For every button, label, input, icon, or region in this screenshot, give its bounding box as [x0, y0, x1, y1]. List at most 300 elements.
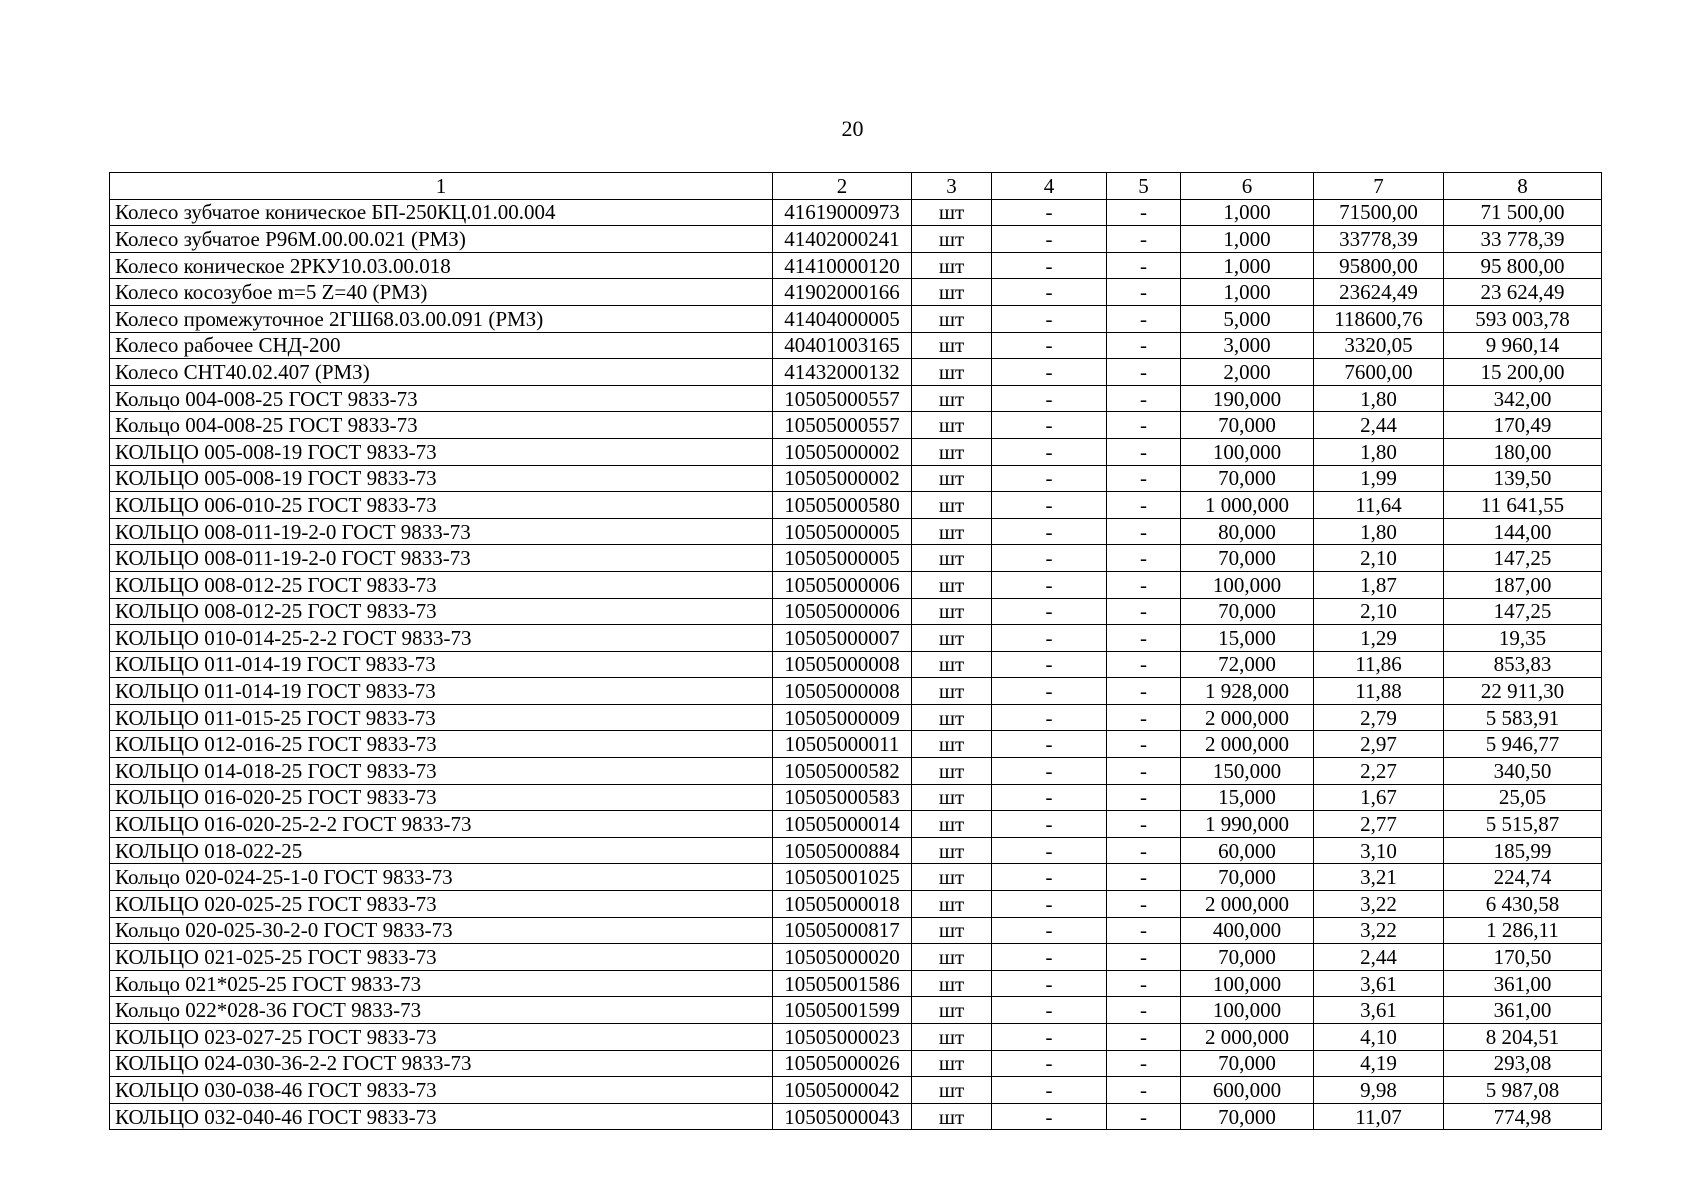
table-row	[110, 545, 1602, 572]
cell-unit-price: 1,67	[1314, 784, 1444, 811]
cell-item-name: КОЛЬЦО 016-020-25-2-2 ГОСТ 9833-73	[110, 811, 773, 838]
cell-col-4: -	[992, 864, 1107, 891]
cell-unit-price: 2,97	[1314, 731, 1444, 758]
cell-item-name: Колесо СНТ40.02.407 (РМЗ)	[110, 359, 773, 386]
cell-quantity: 70,000	[1181, 545, 1314, 572]
cell-col-4: -	[992, 598, 1107, 625]
table-row	[110, 518, 1602, 545]
cell-total-amount: 147,25	[1444, 545, 1602, 572]
cell-total-amount: 19,35	[1444, 625, 1602, 652]
cell-col-5: -	[1107, 784, 1181, 811]
cell-total-amount: 33 778,39	[1444, 226, 1602, 253]
cell-col-5: -	[1107, 997, 1181, 1024]
cell-item-name: Кольцо 020-024-25-1-0 ГОСТ 9833-73	[110, 864, 773, 891]
cell-col-4: -	[992, 837, 1107, 864]
table-row	[110, 970, 1602, 997]
header-row	[110, 173, 1602, 200]
cell-item-name: КОЛЬЦО 012-016-25 ГОСТ 9833-73	[110, 731, 773, 758]
cell-unit: шт	[912, 332, 992, 359]
cell-item-name: Колесо зубчатое коническое БП-250КЦ.01.00.004	[110, 199, 773, 226]
cell-total-amount: 224,74	[1444, 864, 1602, 891]
cell-quantity: 190,000	[1181, 385, 1314, 412]
cell-total-amount: 11 641,55	[1444, 492, 1602, 519]
cell-unit: шт	[912, 571, 992, 598]
cell-item-name: Кольцо 020-025-30-2-0 ГОСТ 9833-73	[110, 917, 773, 944]
cell-unit-price: 2,10	[1314, 545, 1444, 572]
cell-col-4: -	[992, 651, 1107, 678]
cell-quantity: 2 000,000	[1181, 704, 1314, 731]
cell-unit-price: 11,86	[1314, 651, 1444, 678]
cell-unit-price: 71500,00	[1314, 199, 1444, 226]
cell-item-code: 10505001586	[773, 970, 912, 997]
cell-total-amount: 774,98	[1444, 1103, 1602, 1130]
cell-total-amount: 5 515,87	[1444, 811, 1602, 838]
cell-col-4: -	[992, 359, 1107, 386]
cell-col-4: -	[992, 545, 1107, 572]
cell-col-5: -	[1107, 651, 1181, 678]
cell-item-name: Колесо зубчатое Р96М.00.00.021 (РМЗ)	[110, 226, 773, 253]
cell-quantity: 400,000	[1181, 917, 1314, 944]
cell-unit-price: 3,22	[1314, 917, 1444, 944]
table-row	[110, 731, 1602, 758]
cell-quantity: 70,000	[1181, 944, 1314, 971]
cell-unit: шт	[912, 837, 992, 864]
cell-col-4: -	[992, 465, 1107, 492]
cell-col-4: -	[992, 199, 1107, 226]
cell-unit: шт	[912, 598, 992, 625]
cell-unit-price: 11,07	[1314, 1103, 1444, 1130]
table-row	[110, 571, 1602, 598]
cell-item-name: Колесо промежуточное 2ГШ68.03.00.091 (РМЗ)	[110, 305, 773, 332]
cell-quantity: 600,000	[1181, 1077, 1314, 1104]
cell-col-4: -	[992, 811, 1107, 838]
cell-total-amount: 5 583,91	[1444, 704, 1602, 731]
cell-item-code: 10505000008	[773, 651, 912, 678]
cell-total-amount: 853,83	[1444, 651, 1602, 678]
cell-col-4: -	[992, 412, 1107, 439]
cell-total-amount: 147,25	[1444, 598, 1602, 625]
cell-item-code: 10505000005	[773, 545, 912, 572]
cell-unit: шт	[912, 891, 992, 918]
table-row	[110, 332, 1602, 359]
cell-item-name: КОЛЬЦО 005-008-19 ГОСТ 9833-73	[110, 438, 773, 465]
cell-col-4: -	[992, 997, 1107, 1024]
cell-item-code: 10505000009	[773, 704, 912, 731]
cell-col-4: -	[992, 625, 1107, 652]
table-row	[110, 226, 1602, 253]
cell-item-name: КОЛЬЦО 016-020-25 ГОСТ 9833-73	[110, 784, 773, 811]
table-row	[110, 625, 1602, 652]
cell-unit-price: 1,87	[1314, 571, 1444, 598]
cell-col-4: -	[992, 678, 1107, 705]
cell-unit-price: 2,44	[1314, 944, 1444, 971]
cell-unit-price: 3,21	[1314, 864, 1444, 891]
cell-unit-price: 95800,00	[1314, 252, 1444, 279]
cell-item-code: 10505000006	[773, 598, 912, 625]
cell-item-name: Кольцо 021*025-25 ГОСТ 9833-73	[110, 970, 773, 997]
cell-col-5: -	[1107, 678, 1181, 705]
cell-item-code: 10505000557	[773, 385, 912, 412]
table-row	[110, 1077, 1602, 1104]
cell-unit: шт	[912, 1077, 992, 1104]
cell-unit: шт	[912, 226, 992, 253]
column-header-1: 1	[110, 173, 773, 200]
column-header-6: 6	[1181, 173, 1314, 200]
cell-total-amount: 5 946,77	[1444, 731, 1602, 758]
cell-unit: шт	[912, 492, 992, 519]
cell-total-amount: 139,50	[1444, 465, 1602, 492]
cell-total-amount: 593 003,78	[1444, 305, 1602, 332]
cell-total-amount: 6 430,58	[1444, 891, 1602, 918]
cell-unit: шт	[912, 997, 992, 1024]
cell-total-amount: 361,00	[1444, 970, 1602, 997]
cell-item-name: Колесо коническое 2РКУ10.03.00.018	[110, 252, 773, 279]
table-row	[110, 784, 1602, 811]
table-row	[110, 1024, 1602, 1051]
cell-quantity: 1 928,000	[1181, 678, 1314, 705]
cell-quantity: 1,000	[1181, 199, 1314, 226]
cell-col-4: -	[992, 1050, 1107, 1077]
table-row	[110, 492, 1602, 519]
cell-col-4: -	[992, 226, 1107, 253]
cell-item-code: 10505000023	[773, 1024, 912, 1051]
cell-col-5: -	[1107, 1050, 1181, 1077]
cell-unit-price: 1,80	[1314, 385, 1444, 412]
table-row	[110, 598, 1602, 625]
cell-col-5: -	[1107, 944, 1181, 971]
cell-unit: шт	[912, 784, 992, 811]
cell-total-amount: 8 204,51	[1444, 1024, 1602, 1051]
cell-total-amount: 185,99	[1444, 837, 1602, 864]
cell-quantity: 1 990,000	[1181, 811, 1314, 838]
cell-col-5: -	[1107, 837, 1181, 864]
cell-item-name: КОЛЬЦО 008-011-19-2-0 ГОСТ 9833-73	[110, 545, 773, 572]
cell-item-code: 10505000011	[773, 731, 912, 758]
cell-col-5: -	[1107, 970, 1181, 997]
cell-item-name: Кольцо 022*028-36 ГОСТ 9833-73	[110, 997, 773, 1024]
cell-item-name: КОЛЬЦО 014-018-25 ГОСТ 9833-73	[110, 758, 773, 785]
cell-col-5: -	[1107, 279, 1181, 306]
table-row	[110, 944, 1602, 971]
cell-item-code: 10505000008	[773, 678, 912, 705]
cell-unit: шт	[912, 252, 992, 279]
cell-quantity: 15,000	[1181, 784, 1314, 811]
cell-total-amount: 9 960,14	[1444, 332, 1602, 359]
cell-total-amount: 187,00	[1444, 571, 1602, 598]
cell-quantity: 2 000,000	[1181, 731, 1314, 758]
cell-unit-price: 33778,39	[1314, 226, 1444, 253]
cell-item-name: КОЛЬЦО 020-025-25 ГОСТ 9833-73	[110, 891, 773, 918]
cell-unit-price: 4,10	[1314, 1024, 1444, 1051]
table-row	[110, 305, 1602, 332]
cell-unit-price: 1,80	[1314, 438, 1444, 465]
cell-unit: шт	[912, 518, 992, 545]
cell-unit-price: 3320,05	[1314, 332, 1444, 359]
cell-unit: шт	[912, 385, 992, 412]
cell-quantity: 1 000,000	[1181, 492, 1314, 519]
cell-col-5: -	[1107, 1024, 1181, 1051]
cell-unit-price: 1,99	[1314, 465, 1444, 492]
cell-quantity: 70,000	[1181, 1050, 1314, 1077]
cell-unit: шт	[912, 1103, 992, 1130]
cell-item-name: КОЛЬЦО 021-025-25 ГОСТ 9833-73	[110, 944, 773, 971]
cell-quantity: 1,000	[1181, 226, 1314, 253]
cell-col-5: -	[1107, 226, 1181, 253]
cell-unit-price: 1,29	[1314, 625, 1444, 652]
cell-col-5: -	[1107, 465, 1181, 492]
cell-unit-price: 9,98	[1314, 1077, 1444, 1104]
cell-quantity: 80,000	[1181, 518, 1314, 545]
cell-col-5: -	[1107, 811, 1181, 838]
cell-unit: шт	[912, 864, 992, 891]
table-row	[110, 199, 1602, 226]
table-row	[110, 252, 1602, 279]
cell-col-5: -	[1107, 758, 1181, 785]
cell-quantity: 5,000	[1181, 305, 1314, 332]
table-row	[110, 997, 1602, 1024]
cell-item-code: 41404000005	[773, 305, 912, 332]
cell-col-4: -	[992, 784, 1107, 811]
cell-col-5: -	[1107, 492, 1181, 519]
cell-total-amount: 170,49	[1444, 412, 1602, 439]
cell-unit: шт	[912, 704, 992, 731]
cell-col-4: -	[992, 518, 1107, 545]
cell-item-name: КОЛЬЦО 032-040-46 ГОСТ 9833-73	[110, 1103, 773, 1130]
cell-total-amount: 95 800,00	[1444, 252, 1602, 279]
cell-total-amount: 144,00	[1444, 518, 1602, 545]
page-number: 20	[841, 116, 864, 141]
cell-total-amount: 180,00	[1444, 438, 1602, 465]
cell-quantity: 2 000,000	[1181, 891, 1314, 918]
cell-col-5: -	[1107, 598, 1181, 625]
cell-item-name: КОЛЬЦО 006-010-25 ГОСТ 9833-73	[110, 492, 773, 519]
cell-quantity: 15,000	[1181, 625, 1314, 652]
cell-quantity: 2 000,000	[1181, 1024, 1314, 1051]
table-row	[110, 811, 1602, 838]
cell-item-code: 10505000580	[773, 492, 912, 519]
cell-unit: шт	[912, 438, 992, 465]
cell-col-5: -	[1107, 891, 1181, 918]
cell-unit-price: 2,27	[1314, 758, 1444, 785]
table-row	[110, 1050, 1602, 1077]
cell-col-4: -	[992, 571, 1107, 598]
table-row	[110, 385, 1602, 412]
column-header-2: 2	[773, 173, 912, 200]
cell-col-5: -	[1107, 438, 1181, 465]
table-row	[110, 359, 1602, 386]
cell-total-amount: 342,00	[1444, 385, 1602, 412]
cell-item-name: Кольцо 004-008-25 ГОСТ 9833-73	[110, 412, 773, 439]
cell-col-4: -	[992, 1103, 1107, 1130]
cell-unit-price: 3,61	[1314, 970, 1444, 997]
cell-total-amount: 23 624,49	[1444, 279, 1602, 306]
cell-quantity: 100,000	[1181, 997, 1314, 1024]
cell-col-5: -	[1107, 1077, 1181, 1104]
column-header-8: 8	[1444, 173, 1602, 200]
cell-unit-price: 2,79	[1314, 704, 1444, 731]
cell-unit: шт	[912, 1024, 992, 1051]
cell-col-4: -	[992, 731, 1107, 758]
cell-quantity: 70,000	[1181, 864, 1314, 891]
cell-unit-price: 2,10	[1314, 598, 1444, 625]
cell-unit: шт	[912, 758, 992, 785]
cell-quantity: 100,000	[1181, 571, 1314, 598]
cell-quantity: 60,000	[1181, 837, 1314, 864]
cell-col-5: -	[1107, 625, 1181, 652]
cell-col-5: -	[1107, 704, 1181, 731]
cell-quantity: 150,000	[1181, 758, 1314, 785]
table-row	[110, 465, 1602, 492]
cell-col-4: -	[992, 758, 1107, 785]
cell-quantity: 1,000	[1181, 279, 1314, 306]
cell-item-name: КОЛЬЦО 008-012-25 ГОСТ 9833-73	[110, 571, 773, 598]
cell-item-code: 10505000583	[773, 784, 912, 811]
cell-col-5: -	[1107, 359, 1181, 386]
cell-quantity: 2,000	[1181, 359, 1314, 386]
cell-col-4: -	[992, 492, 1107, 519]
cell-col-4: -	[992, 438, 1107, 465]
cell-unit-price: 11,88	[1314, 678, 1444, 705]
cell-total-amount: 170,50	[1444, 944, 1602, 971]
cell-unit-price: 2,44	[1314, 412, 1444, 439]
cell-item-code: 10505000884	[773, 837, 912, 864]
cell-unit: шт	[912, 305, 992, 332]
cell-item-code: 10505000018	[773, 891, 912, 918]
cell-item-code: 10505000026	[773, 1050, 912, 1077]
cell-item-code: 10505001599	[773, 997, 912, 1024]
cell-total-amount: 15 200,00	[1444, 359, 1602, 386]
table-row	[110, 704, 1602, 731]
table-row	[110, 678, 1602, 705]
cell-item-code: 10505000042	[773, 1077, 912, 1104]
table-row	[110, 412, 1602, 439]
cell-total-amount: 5 987,08	[1444, 1077, 1602, 1104]
cell-col-4: -	[992, 1024, 1107, 1051]
cell-total-amount: 1 286,11	[1444, 917, 1602, 944]
cell-col-5: -	[1107, 571, 1181, 598]
cell-item-code: 10505000043	[773, 1103, 912, 1130]
cell-item-name: КОЛЬЦО 005-008-19 ГОСТ 9833-73	[110, 465, 773, 492]
cell-quantity: 70,000	[1181, 1103, 1314, 1130]
cell-col-5: -	[1107, 917, 1181, 944]
cell-item-code: 10505000020	[773, 944, 912, 971]
table-row	[110, 891, 1602, 918]
cell-col-5: -	[1107, 305, 1181, 332]
cell-item-code: 41902000166	[773, 279, 912, 306]
cell-quantity: 100,000	[1181, 438, 1314, 465]
cell-col-4: -	[992, 891, 1107, 918]
cell-item-name: Колесо рабочее СНД-200	[110, 332, 773, 359]
cell-col-5: -	[1107, 518, 1181, 545]
table-row	[110, 758, 1602, 785]
table-row	[110, 837, 1602, 864]
cell-item-name: КОЛЬЦО 023-027-25 ГОСТ 9833-73	[110, 1024, 773, 1051]
cell-quantity: 72,000	[1181, 651, 1314, 678]
cell-col-5: -	[1107, 412, 1181, 439]
cell-unit: шт	[912, 651, 992, 678]
cell-quantity: 100,000	[1181, 970, 1314, 997]
table-body	[110, 199, 1602, 1130]
cell-item-name: КОЛЬЦО 011-015-25 ГОСТ 9833-73	[110, 704, 773, 731]
cell-unit-price: 3,22	[1314, 891, 1444, 918]
cell-item-code: 10505000557	[773, 412, 912, 439]
cell-quantity: 70,000	[1181, 598, 1314, 625]
column-header-5: 5	[1107, 173, 1181, 200]
cell-unit: шт	[912, 731, 992, 758]
cell-quantity: 3,000	[1181, 332, 1314, 359]
cell-col-4: -	[992, 970, 1107, 997]
cell-item-code: 10505000582	[773, 758, 912, 785]
cell-unit-price: 7600,00	[1314, 359, 1444, 386]
cell-item-code: 10505000014	[773, 811, 912, 838]
column-header-7: 7	[1314, 173, 1444, 200]
cell-col-4: -	[992, 305, 1107, 332]
cell-unit-price: 23624,49	[1314, 279, 1444, 306]
cell-item-code: 10505000002	[773, 438, 912, 465]
cell-total-amount: 22 911,30	[1444, 678, 1602, 705]
cell-col-5: -	[1107, 199, 1181, 226]
cell-item-code: 10505000002	[773, 465, 912, 492]
cell-unit: шт	[912, 678, 992, 705]
table-row	[110, 651, 1602, 678]
cell-item-name: Колесо косозубое m=5 Z=40 (РМЗ)	[110, 279, 773, 306]
cell-item-code: 41410000120	[773, 252, 912, 279]
table-row	[110, 917, 1602, 944]
inventory-table	[109, 172, 1602, 1130]
cell-col-5: -	[1107, 385, 1181, 412]
cell-unit: шт	[912, 359, 992, 386]
cell-total-amount: 25,05	[1444, 784, 1602, 811]
cell-item-code: 10505001025	[773, 864, 912, 891]
cell-total-amount: 71 500,00	[1444, 199, 1602, 226]
cell-unit: шт	[912, 545, 992, 572]
cell-item-code: 10505000817	[773, 917, 912, 944]
cell-col-5: -	[1107, 864, 1181, 891]
cell-item-code: 41432000132	[773, 359, 912, 386]
cell-unit: шт	[912, 625, 992, 652]
cell-item-name: КОЛЬЦО 008-012-25 ГОСТ 9833-73	[110, 598, 773, 625]
cell-col-5: -	[1107, 332, 1181, 359]
cell-quantity: 70,000	[1181, 465, 1314, 492]
cell-item-name: КОЛЬЦО 011-014-19 ГОСТ 9833-73	[110, 678, 773, 705]
cell-item-code: 10505000005	[773, 518, 912, 545]
cell-unit: шт	[912, 944, 992, 971]
cell-total-amount: 361,00	[1444, 997, 1602, 1024]
cell-total-amount: 340,50	[1444, 758, 1602, 785]
cell-item-code: 10505000006	[773, 571, 912, 598]
cell-col-5: -	[1107, 1103, 1181, 1130]
cell-unit: шт	[912, 1050, 992, 1077]
column-header-3: 3	[912, 173, 992, 200]
cell-item-name: КОЛЬЦО 024-030-36-2-2 ГОСТ 9833-73	[110, 1050, 773, 1077]
cell-unit-price: 1,80	[1314, 518, 1444, 545]
cell-unit-price: 2,77	[1314, 811, 1444, 838]
table-row	[110, 1103, 1602, 1130]
cell-item-code: 10505000007	[773, 625, 912, 652]
table-row	[110, 279, 1602, 306]
cell-unit: шт	[912, 199, 992, 226]
cell-unit: шт	[912, 811, 992, 838]
cell-item-name: КОЛЬЦО 010-014-25-2-2 ГОСТ 9833-73	[110, 625, 773, 652]
cell-total-amount: 293,08	[1444, 1050, 1602, 1077]
cell-col-5: -	[1107, 545, 1181, 572]
cell-col-4: -	[992, 1077, 1107, 1104]
cell-item-name: КОЛЬЦО 030-038-46 ГОСТ 9833-73	[110, 1077, 773, 1104]
cell-quantity: 1,000	[1181, 252, 1314, 279]
table-row	[110, 864, 1602, 891]
cell-col-4: -	[992, 332, 1107, 359]
cell-unit-price: 4,19	[1314, 1050, 1444, 1077]
